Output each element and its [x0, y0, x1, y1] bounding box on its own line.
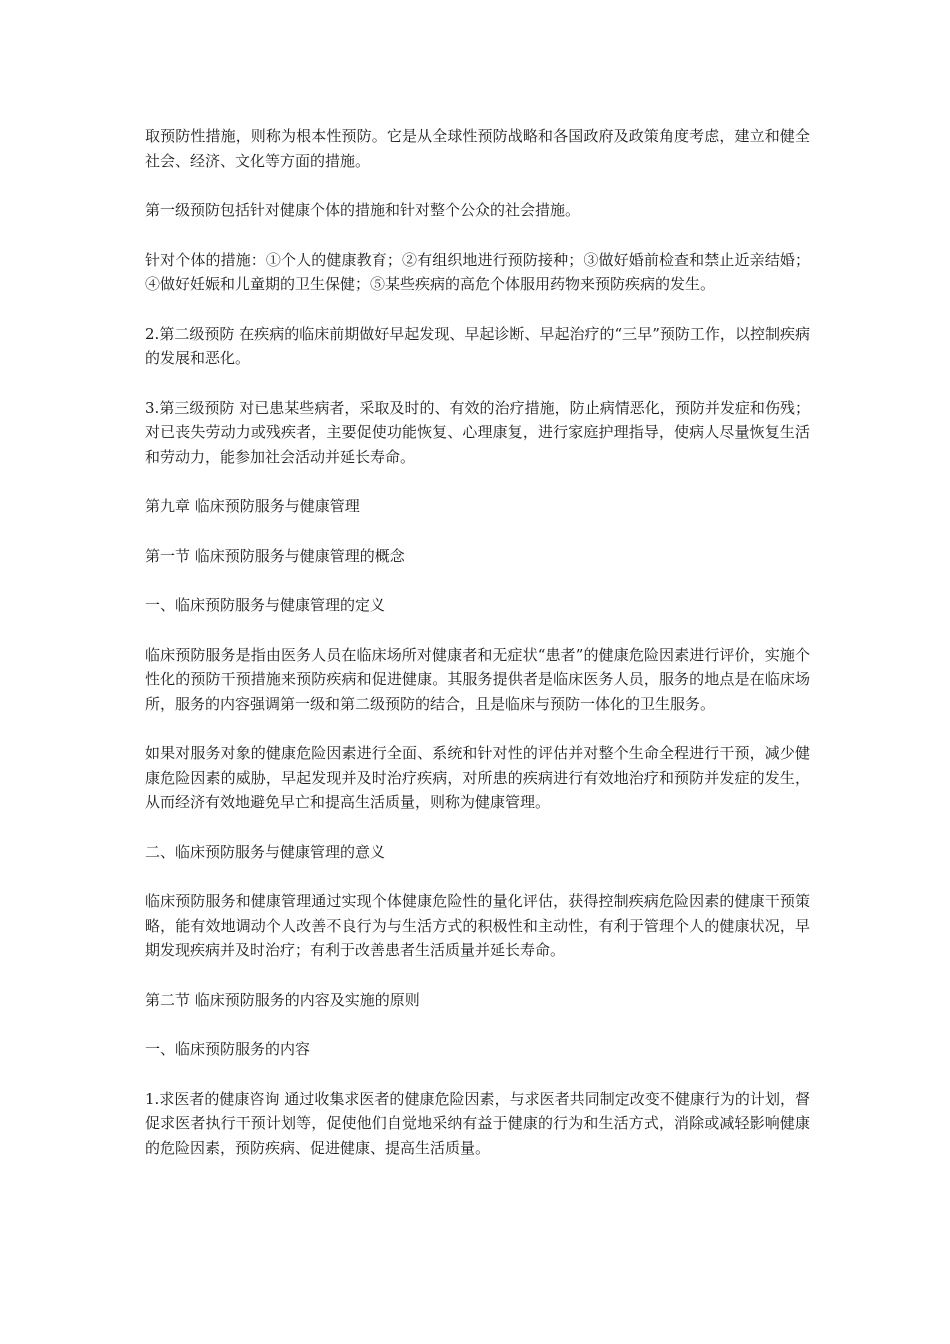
paragraph-primary-prevention: 第一级预防包括针对健康个体的措施和针对整个公众的社会措施。	[145, 201, 581, 219]
section-heading-1: 第一节 临床预防服务与健康管理的概念	[145, 546, 405, 565]
paragraph-health-management-definition: 如果对服务对象的健康危险因素进行全面、系统和针对性的评估并对整个生命全程进行干预，减少健康危险因素的威胁，早起发现并及时治疗疾病，对所患的疾病进行有效地治疗和预防并发症的发生，从而经济有效地避免早亡和提高生活质量，则称为健康管理。	[145, 744, 810, 811]
subsection-heading-content: 一、临床预防服务的内容	[145, 1040, 311, 1058]
paragraph-root-prevention-end: 取预防性措施，则称为根本性预防。它是从全球性预防战略和各国政府及政策角度考虑，建立和健全社会、经济、文化等方面的措施。	[145, 127, 810, 170]
subsection-heading-definition: 一、临床预防服务与健康管理的定义	[145, 596, 386, 614]
section-heading-2: 第二节 临床预防服务的内容及实施的原则	[145, 990, 420, 1009]
paragraph-clinical-prevention-definition: 临床预防服务是指由医务人员在临床场所对健康者和无症状“患者”的健康危险因素进行评价，实施个性化的预防干预措施来预防疾病和促进健康。其服务提供者是临床医务人员，服务的地点是在临床场所，服务的内容强调第一级和第二级预防的结合，且是临床与预防一体化的卫生服务。	[145, 645, 810, 713]
subsection-heading-significance: 二、临床预防服务与健康管理的意义	[145, 842, 386, 861]
paragraph-tertiary-prevention: 3.第三级预防 对已患某些病者，采取及时的、有效的治疗措施，防止病情恶化，预防并发症和伤残；对已丧失劳动力或残疾者，主要促使功能恢复、心理康复，进行家庭护理指导，使病人尽量恢复生活和劳动力，能参加社会活动并延长寿命。	[145, 398, 810, 466]
paragraph-health-counseling: 1.求医者的健康咨询 通过收集求医者的健康危险因素，与求医者共同制定改变不健康行为的计划，督促求医者执行干预计划等，促使他们自觉地采纳有益于健康的行为和生活方式，消除或减轻影响健康的危险因素，预防疾病、促进健康、提高生活质量。	[145, 1089, 810, 1157]
chapter-heading: 第九章 临床预防服务与健康管理	[145, 497, 360, 515]
document-body	[145, 124, 810, 1185]
paragraph-secondary-prevention: 2.第二级预防 在疾病的临床前期做好早起发现、早起诊断、早起治疗的“三早”预防工作，以控制疾病的发展和恶化。	[145, 324, 810, 367]
paragraph-significance: 临床预防服务和健康管理通过实现个体健康危险性的量化评估，获得控制疾病危险因素的健康干预策略，能有效地调动个人改善不良行为与生活方式的积极性和主动性，有利于管理个人的健康状况，早期发现疾病并及时治疗；有利于改善患者生活质量并延长寿命。	[145, 892, 810, 959]
paragraph-individual-measures: 针对个体的措施：①个人的健康教育；②有组织地进行预防接种；③做好婚前检查和禁止近亲结婚；④做好妊娠和儿童期的卫生保健；⑤某些疾病的高危个体服用药物来预防疾病的发生。	[145, 250, 810, 293]
